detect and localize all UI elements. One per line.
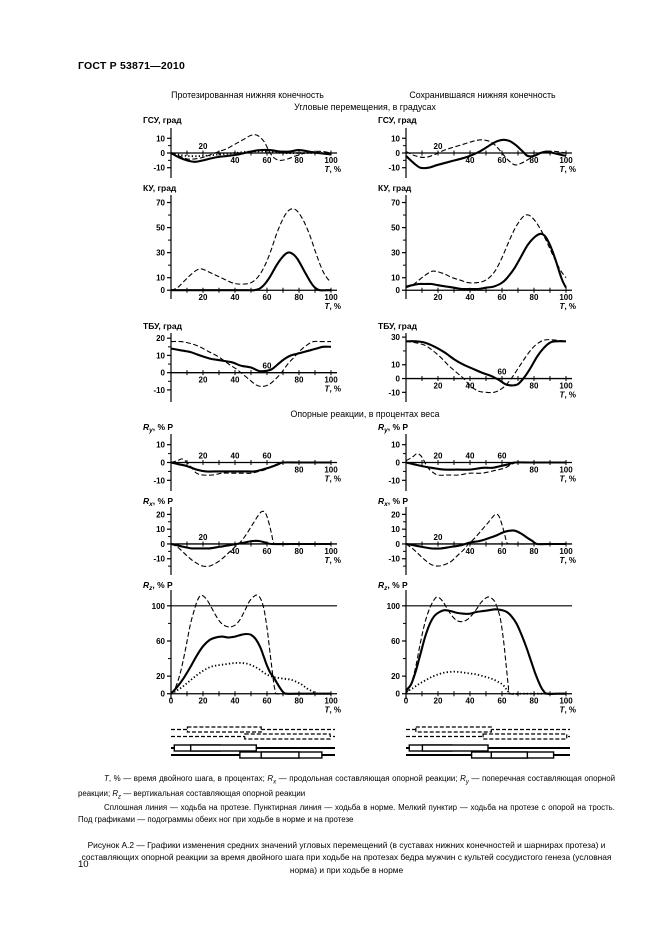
svg-text:-10: -10 [388, 554, 400, 564]
svg-text:20: 20 [433, 381, 443, 391]
svg-text:40: 40 [230, 293, 240, 303]
svg-text:Ry, % P: $R_y$, % P [143, 422, 174, 434]
svg-text:0: 0 [395, 149, 400, 158]
svg-text:20: 20 [391, 672, 400, 682]
svg-text:10: 10 [391, 525, 400, 535]
svg-text:10: 10 [156, 351, 165, 361]
svg-text:40: 40 [465, 451, 475, 461]
svg-text:0: 0 [160, 689, 165, 699]
chart-ku-right [370, 182, 595, 320]
svg-text:T, %: T, % [324, 705, 341, 715]
svg-text:10: 10 [156, 525, 165, 535]
section-title-support-reactions: Опорные реакции, в процентах веса [290, 409, 440, 419]
svg-text:80: 80 [294, 293, 304, 303]
svg-text:-10: -10 [388, 476, 400, 486]
svg-text:-10: -10 [388, 163, 400, 173]
svg-text:20: 20 [433, 451, 443, 461]
svg-text:100: 100 [151, 601, 165, 611]
svg-text:30: 30 [156, 248, 165, 258]
svg-text:50: 50 [156, 223, 165, 233]
svg-text:80: 80 [294, 546, 304, 556]
svg-text:T, %: T, % [559, 390, 576, 400]
svg-text:-10: -10 [153, 385, 165, 395]
svg-text:80: 80 [529, 293, 539, 303]
svg-text:Ry, % P: $R_y$, % P [378, 422, 409, 434]
svg-text:20: 20 [433, 293, 443, 303]
svg-text:20: 20 [391, 510, 400, 520]
column-header-preserved-limb: Сохранившаяся нижняя конечность [409, 90, 556, 100]
svg-text:100: 100 [324, 696, 338, 706]
svg-text:40: 40 [230, 156, 240, 165]
svg-text:80: 80 [529, 696, 539, 706]
svg-text:100: 100 [559, 293, 573, 303]
svg-text:60: 60 [262, 361, 272, 371]
svg-text:100: 100 [386, 601, 400, 611]
svg-text:Rx, % P: $R_x$, % P [143, 496, 174, 508]
svg-text:ГСУ, град: ГСУ, град [378, 115, 417, 125]
svg-text:Rx, % P: $R_x$, % P [378, 496, 409, 508]
chart-gsu-right [370, 114, 595, 182]
svg-text:60: 60 [497, 546, 507, 556]
reaction-charts-grid [135, 421, 595, 725]
svg-text:Rz, % P: $R_z$, % P [378, 580, 408, 592]
legend-linestyles-line: Сплошная линия — ходьба на протезе. Пунктирная линия — ходьба в норме. Мелкий пунктир — ходьба на протезе с опорой на трость. Под графиками — подограммы обеих ног при ходьбе в норме и на протезе [78, 803, 615, 825]
chart-rx-left [135, 495, 360, 579]
svg-text:100: 100 [559, 156, 573, 165]
svg-text:40: 40 [465, 156, 475, 165]
svg-text:0: 0 [160, 149, 165, 158]
svg-text:100: 100 [324, 546, 338, 556]
svg-text:100: 100 [559, 546, 573, 556]
svg-text:0: 0 [395, 539, 400, 549]
svg-text:80: 80 [294, 465, 304, 475]
svg-text:80: 80 [529, 156, 539, 165]
svg-text:0: 0 [160, 368, 165, 378]
svg-text:100: 100 [324, 465, 338, 475]
svg-text:20: 20 [198, 375, 208, 385]
svg-text:ТБУ, град: ТБУ, град [378, 321, 418, 331]
svg-text:20: 20 [198, 293, 208, 303]
svg-text:20: 20 [156, 510, 165, 520]
chart-tbu-right [370, 320, 595, 408]
svg-text:100: 100 [324, 156, 338, 165]
chart-rz-right [370, 579, 595, 725]
svg-text:0: 0 [168, 696, 174, 706]
svg-text:0: 0 [160, 539, 165, 549]
svg-text:10: 10 [391, 134, 400, 144]
column-headers [135, 90, 595, 100]
svg-text:60: 60 [262, 156, 272, 165]
svg-text:T, %: T, % [324, 555, 341, 565]
svg-text:10: 10 [156, 440, 165, 450]
svg-text:60: 60 [262, 546, 272, 556]
svg-text:20: 20 [433, 142, 443, 151]
svg-text:30: 30 [391, 248, 400, 258]
svg-text:T, %: T, % [324, 302, 341, 312]
svg-text:40: 40 [230, 375, 240, 385]
svg-text:40: 40 [230, 451, 240, 461]
svg-text:20: 20 [198, 142, 208, 151]
svg-text:ТБУ, град: ТБУ, град [143, 321, 183, 331]
svg-text:40: 40 [465, 696, 475, 706]
figure-caption: Рисунок А.2 — Графики изменения средних значений угловых перемещений (в суставах нижних конечностей и шарнирах протеза) и составляющих опорной реакции за время двойного шага при ходьбе на протезах бедра мужчин с культей сосудистого генеза (условная норма) и при ходьбе в норме [81, 839, 612, 876]
svg-text:40: 40 [465, 381, 475, 391]
figure-a2 [135, 90, 595, 763]
svg-text:20: 20 [156, 672, 165, 682]
svg-text:60: 60 [497, 451, 507, 461]
podogram-right [370, 725, 595, 763]
svg-text:40: 40 [230, 546, 240, 556]
svg-text:T, %: T, % [324, 474, 341, 484]
chart-rz-left [135, 579, 360, 725]
legend-variables-line: T, % — время двойного шага, в процентах; $R_x$ — продольная составляющая опорной реакции; $R_y$ — поперечная составляющая опорной реакции; $R_z$ — вертикальная составляющая опорной реакции [78, 774, 616, 801]
chart-ku-left [135, 182, 360, 320]
angular-charts-grid [135, 114, 595, 408]
chart-tbu-left [135, 320, 360, 408]
svg-text:0: 0 [395, 458, 400, 468]
svg-text:-10: -10 [388, 388, 400, 398]
svg-text:20: 20 [198, 696, 208, 706]
svg-text:60: 60 [156, 636, 165, 646]
svg-text:0: 0 [395, 689, 400, 699]
svg-text:10: 10 [391, 440, 400, 450]
svg-text:T, %: T, % [559, 555, 576, 565]
svg-text:T, %: T, % [324, 384, 341, 394]
svg-text:60: 60 [262, 451, 272, 461]
svg-text:60: 60 [262, 696, 272, 706]
svg-text:-10: -10 [153, 554, 165, 564]
svg-text:60: 60 [497, 696, 507, 706]
svg-text:30: 30 [391, 333, 400, 343]
chart-rx-right [370, 495, 595, 579]
podograms-row [135, 725, 595, 763]
svg-text:20: 20 [198, 451, 208, 461]
svg-text:80: 80 [294, 156, 304, 165]
svg-text:80: 80 [294, 696, 304, 706]
chart-ry-right [370, 421, 595, 495]
svg-text:20: 20 [156, 334, 165, 344]
svg-text:ГСУ, град: ГСУ, град [143, 115, 182, 125]
svg-text:10: 10 [391, 360, 400, 370]
svg-text:КУ, град: КУ, град [378, 183, 412, 193]
svg-text:60: 60 [497, 367, 507, 377]
svg-text:0: 0 [403, 696, 409, 706]
svg-text:40: 40 [465, 546, 475, 556]
svg-text:T, %: T, % [559, 474, 576, 484]
svg-text:10: 10 [156, 134, 165, 144]
svg-text:80: 80 [529, 546, 539, 556]
chart-gsu-left [135, 114, 360, 182]
document-number: ГОСТ Р 53871—2010 [78, 60, 186, 72]
svg-text:100: 100 [559, 381, 573, 391]
svg-text:40: 40 [230, 696, 240, 706]
svg-text:20: 20 [433, 532, 443, 542]
svg-text:0: 0 [160, 458, 165, 468]
svg-text:100: 100 [324, 293, 338, 303]
svg-text:40: 40 [465, 293, 475, 303]
svg-text:60: 60 [391, 636, 400, 646]
figure-legend [78, 773, 615, 826]
svg-text:100: 100 [559, 696, 573, 706]
svg-text:10: 10 [156, 273, 165, 283]
svg-text:70: 70 [156, 198, 165, 208]
svg-text:100: 100 [559, 465, 573, 475]
svg-text:20: 20 [198, 532, 208, 542]
svg-text:20: 20 [433, 696, 443, 706]
svg-text:КУ, град: КУ, град [143, 183, 177, 193]
svg-text:0: 0 [160, 286, 165, 296]
svg-text:60: 60 [497, 156, 507, 165]
svg-text:-10: -10 [153, 163, 165, 173]
column-header-prosthetic-limb: Протезированная нижняя конечность [171, 90, 324, 100]
svg-text:0: 0 [395, 374, 400, 384]
svg-text:-10: -10 [153, 476, 165, 486]
chart-ry-left [135, 421, 360, 495]
svg-text:80: 80 [529, 465, 539, 475]
svg-text:70: 70 [391, 198, 400, 208]
podogram-left [135, 725, 360, 763]
svg-text:80: 80 [294, 375, 304, 385]
section-title-angular-displacements: Угловые перемещения, в градусах [294, 102, 436, 112]
svg-text:0: 0 [395, 286, 400, 296]
svg-text:100: 100 [324, 375, 338, 385]
page-number: 10 [78, 859, 89, 870]
svg-text:T, %: T, % [559, 165, 576, 174]
svg-text:T, %: T, % [324, 165, 341, 174]
svg-text:T, %: T, % [559, 705, 576, 715]
svg-text:80: 80 [529, 381, 539, 391]
svg-text:T, %: T, % [559, 302, 576, 312]
svg-text:10: 10 [391, 273, 400, 283]
svg-text:Rz, % P: $R_z$, % P [143, 580, 173, 592]
svg-text:60: 60 [262, 293, 272, 303]
svg-text:50: 50 [391, 223, 400, 233]
svg-text:60: 60 [497, 293, 507, 303]
